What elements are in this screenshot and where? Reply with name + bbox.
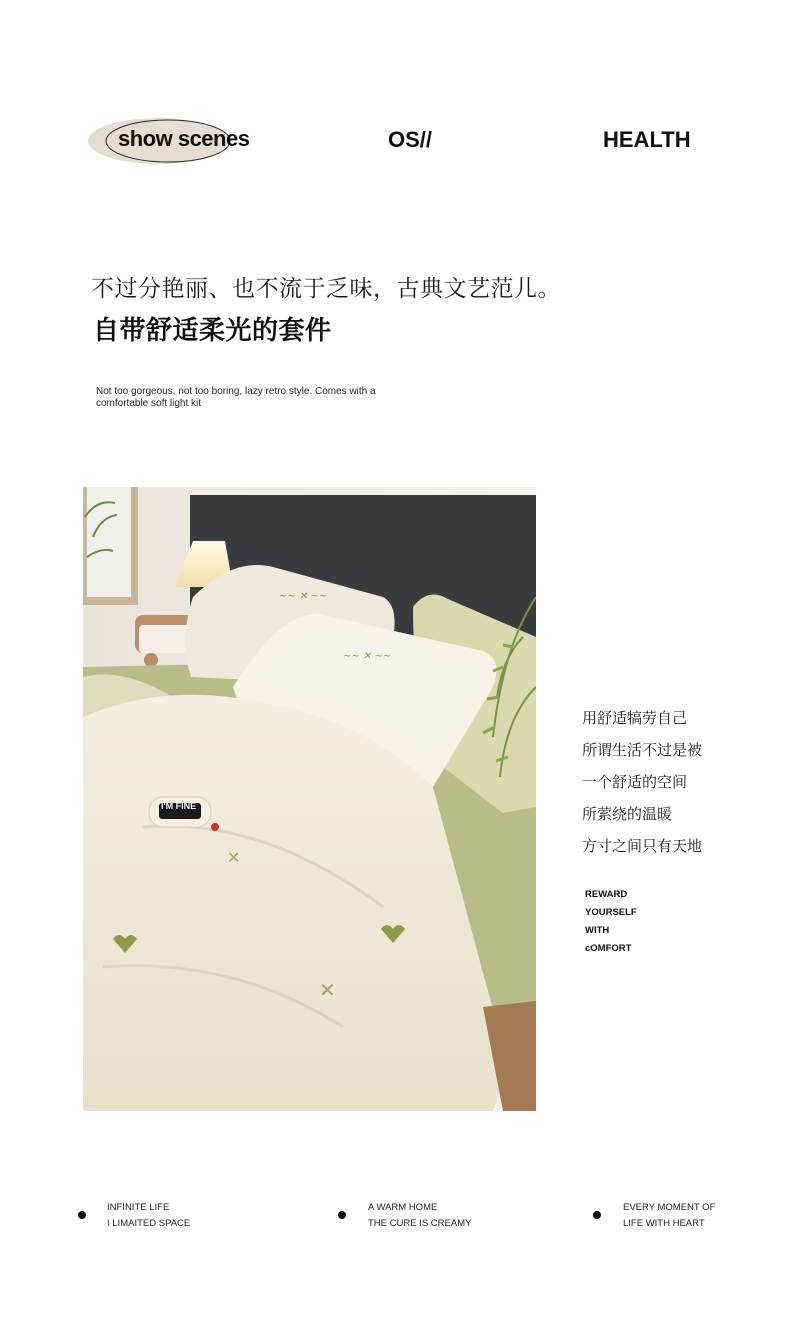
headline-title: 自带舒适柔光的套件 — [93, 316, 332, 346]
bullet-dot — [338, 1211, 346, 1219]
poem-line: 所谓生活不过是被 — [582, 741, 703, 759]
poem-line: 方寸之间只有天地 — [582, 837, 703, 855]
reward-line: YOURSELF — [585, 907, 637, 918]
bedroom-photo — [83, 487, 536, 1111]
footer-line: EVERY MOMENT OF — [623, 1202, 716, 1213]
reward-line: REWARD — [585, 889, 628, 900]
bullet-dot — [78, 1211, 86, 1219]
show-scenes-badge[interactable] — [86, 116, 256, 168]
footer-line: LIFE WITH HEART — [623, 1218, 705, 1229]
reward-line: cOMFORT — [585, 943, 632, 954]
footer-line: A WARM HOME — [368, 1202, 438, 1213]
poem-line: 用舒适犒劳自己 — [582, 709, 688, 727]
footer-line: INFINITE LIFE — [107, 1202, 170, 1213]
english-description: Not too gorgeous, not too boring, lazy retro style. Comes with a comfortable soft light kit — [96, 386, 376, 409]
poem-text — [582, 702, 702, 862]
svg-text:✕: ✕ — [319, 978, 336, 1002]
svg-text:✕: ✕ — [227, 848, 241, 867]
footer-line: I LIMAITED SPACE — [107, 1218, 191, 1229]
nav-health[interactable]: HEALTH — [603, 127, 691, 152]
headline-subtitle: 不过分艳丽、也不流于乏味，古典文艺范儿。 — [91, 276, 561, 302]
clock-display: I'M FINE — [161, 801, 197, 811]
footer-line: THE CURE IS CREAMY — [368, 1218, 472, 1229]
poem-line: 所萦绕的温暖 — [582, 805, 673, 823]
reward-text — [585, 886, 637, 958]
show-scenes-label: show scenes — [118, 126, 250, 151]
poem-line: 一个舒适的空间 — [582, 773, 688, 791]
svg-text:~~ ✕ ~~: ~~ ✕ ~~ — [279, 591, 328, 602]
svg-text:~~ ✕ ~~: ~~ ✕ ~~ — [343, 651, 392, 662]
bullet-dot — [593, 1211, 601, 1219]
reward-line: WITH — [585, 925, 610, 936]
nav-os[interactable]: OS// — [388, 127, 433, 152]
